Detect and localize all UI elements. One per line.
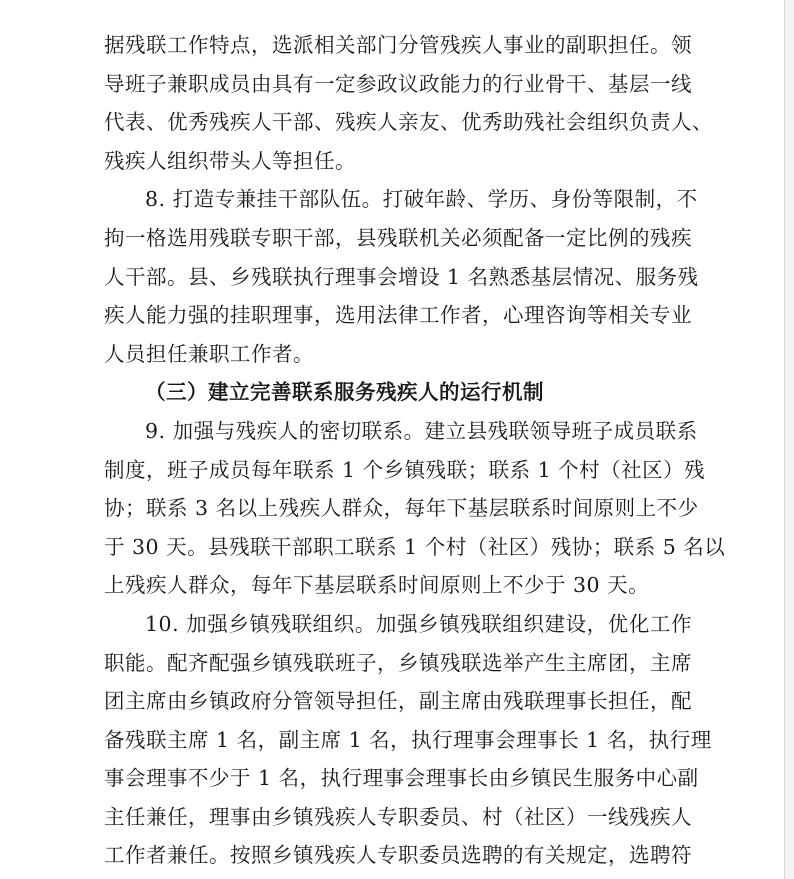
page-edge — [784, 0, 794, 879]
document-body — [104, 26, 726, 875]
text-line-7: 人干部。县、乡残联执行理事会增设 1 名熟悉基层情况、服务残 — [104, 264, 699, 289]
paragraph-8-start: 8. 打造专兼挂干部队伍。打破年龄、学历、身份等限制，不 — [145, 187, 698, 212]
text-line-15: 上残疾人群众，每年下基层联系时间原则上不少于 30 天。 — [104, 573, 650, 598]
text-line-12: 制度，班子成员每年联系 1 个乡镇残联；联系 1 个村（社区）残 — [104, 457, 706, 482]
text-line-1: 据残联工作特点，选派相关部门分管残疾人事业的副职担任。领 — [104, 33, 692, 57]
text-line-21: 主任兼任，理事由乡镇残疾人专职委员、村（社区）一线残疾人 — [104, 804, 692, 829]
paragraph-9-start: 9. 加强与残疾人的密切联系。建立县残联领导班子成员联系 — [145, 418, 698, 443]
text-line-14: 于 30 天。县残联干部职工联系 1 个村（社区）残协；联系 5 名以 — [104, 534, 726, 559]
text-line-20: 事会理事不少于 1 名，执行理事会理事长由乡镇民生服务中心副 — [104, 766, 699, 791]
text-line-22: 工作者兼任。按照乡镇残疾人专职委员选聘的有关规定，选聘符 — [104, 843, 692, 868]
text-line-2: 导班子兼职成员由具有一定参政议政能力的行业骨干、基层一线 — [104, 71, 692, 96]
text-line-18: 团主席由乡镇政府分管领导担任，副主席由残联理事长担任，配 — [104, 689, 692, 714]
text-line-8: 疾人能力强的挂职理事，选用法律工作者，心理咨询等相关专业 — [104, 303, 692, 328]
text-line-17: 职能。配齐配强乡镇残联班子，乡镇残联选举产生主席团，主席 — [104, 650, 692, 675]
section-heading: （三）建立完善联系服务残疾人的运行机制 — [145, 380, 544, 405]
text-line-4: 残疾人组织带头人等担任。 — [104, 148, 356, 173]
text-line-6: 拘一格选用残联专职干部，县残联机关必须配备一定比例的残疾 — [104, 225, 692, 250]
paragraph-10-start: 10. 加强乡镇残联组织。加强乡镇残联组织建设，优化工作 — [145, 611, 692, 636]
text-line-13: 协；联系 3 名以上残疾人群众，每年下基层联系时间原则上不少 — [104, 496, 699, 521]
text-line-3: 代表、优秀残疾人干部、残疾人亲友、优秀助残社会组织负责人、 — [104, 110, 713, 135]
text-line-9: 人员担任兼职工作者。 — [104, 341, 314, 366]
text-line-19: 备残联主席 1 名，副主席 1 名，执行理事会理事长 1 名，执行理 — [104, 727, 712, 752]
